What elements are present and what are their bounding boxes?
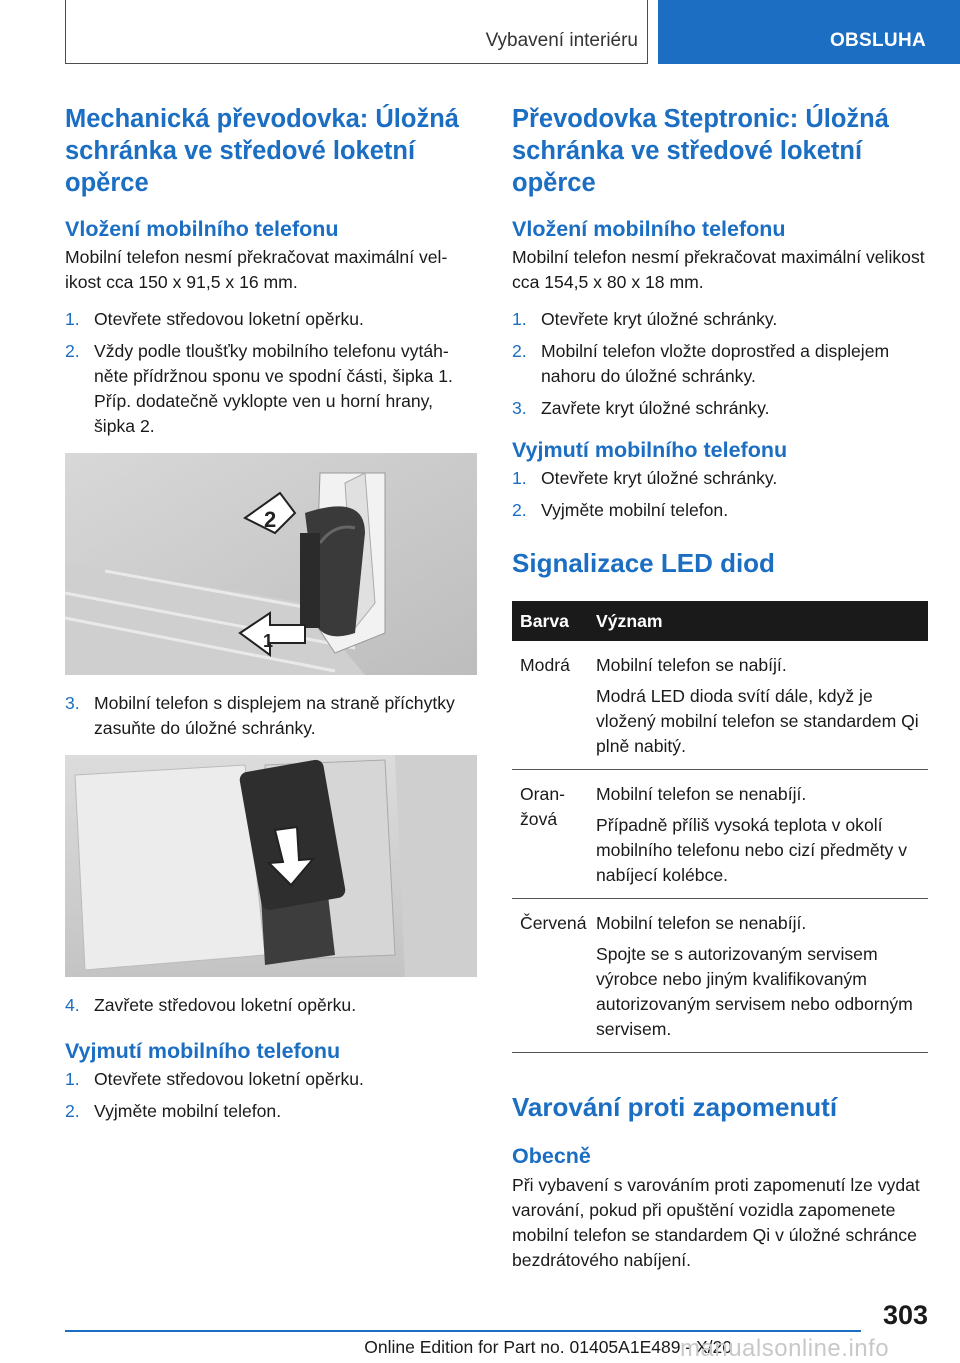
list-item — [512, 339, 928, 389]
left-remove-steps — [65, 1067, 477, 1124]
step-number: 3. — [65, 693, 80, 713]
right-remove-heading: Vyjmutí mobilního telefonu — [512, 438, 788, 462]
step-text: Otevřete středovou loketní opěrku. — [94, 309, 364, 329]
right-title: Převodovka Steptronic: Úložná schránka ve středové loketní opěrce — [512, 105, 889, 197]
step-text: Vždy podle tloušťky mobilního telefonu vytáhněte přídržnou sponu ve spodní části, šipka 1. Příp. dodatečně vyklopte ven u horní hrany, šipka 2. — [94, 341, 453, 436]
chapter-tab — [658, 0, 960, 64]
edition-text: Online Edition for Part no. 01405A1E489 - X/20 — [364, 1337, 732, 1357]
led-meaning-cell — [594, 641, 928, 770]
led-meaning: Mobilní telefon se nabíjí. — [596, 655, 787, 675]
list-item — [65, 339, 477, 439]
list-item — [65, 691, 477, 741]
step-text: Mobilní telefon s displejem na straně příchytky zasuňte do úložné schránky. — [94, 693, 455, 738]
step-number: 1. — [512, 468, 527, 488]
step-number: 1. — [65, 309, 80, 329]
step-number: 2. — [65, 341, 80, 361]
list-item — [512, 307, 928, 332]
led-color: Modrá — [512, 641, 594, 770]
general-text: Při vybavení s varováním proti zapomenutí lze vydat varování, pokud při opuštění vozidla zapomenete mobilní telefon se standardem Qi v úložné schránce bezdrátového nabíjení. — [512, 1175, 920, 1270]
led-detail: Modrá LED dioda svítí dále, když je vložený mobilní telefon se standardem Qi plně nabitý. — [596, 686, 919, 756]
warn-heading: Varování proti zapomenutí — [512, 1092, 838, 1122]
list-item — [65, 1067, 477, 1092]
right-column — [512, 103, 928, 1285]
led-color: Oranžová — [512, 770, 594, 899]
step-text: Otevřete středovou loketní opěrku. — [94, 1069, 364, 1089]
column-header-color: Barva — [512, 601, 594, 641]
step-number: 1. — [65, 1069, 80, 1089]
table-row — [512, 641, 928, 770]
step-number: 1. — [512, 309, 527, 329]
left-steps-a — [65, 307, 477, 439]
table-row — [512, 899, 928, 1053]
right-insert-text: Mobilní telefon nesmí překračovat maximální velikost cca 154,5 x 80 x 18 mm. — [512, 247, 925, 292]
list-item — [512, 498, 928, 523]
step-text: Otevřete kryt úložné schránky. — [541, 468, 778, 488]
left-title: Mechanická převodovka: Úložná schránka ve středové loketní opěrce — [65, 105, 459, 197]
figure-phone-insert — [65, 755, 477, 977]
step-number: 3. — [512, 398, 527, 418]
watermark: manualsonline.info — [680, 1335, 890, 1362]
step-text: Zavřete kryt úložné schránky. — [541, 398, 770, 418]
led-meaning: Mobilní telefon se nenabíjí. — [596, 913, 807, 933]
led-detail: Spojte se s autorizovaným servisem výrobce nebo jiným kvalifikovaným autorizovaným servisem nebo odborným servisem. — [596, 944, 913, 1039]
step-text: Otevřete kryt úložné schránky. — [541, 309, 778, 329]
step-text: Vyjměte mobilní telefon. — [541, 500, 729, 520]
right-insert-steps — [512, 307, 928, 421]
general-heading: Obecně — [512, 1144, 591, 1168]
step-number: 4. — [65, 995, 80, 1015]
arrow-1-label: 1 — [263, 631, 274, 651]
led-color: Červená — [512, 899, 594, 1053]
step-number: 2. — [512, 341, 527, 361]
section-title: Vybavení interiéru — [485, 30, 638, 51]
led-meaning: Mobilní telefon se nenabíjí. — [596, 784, 807, 804]
led-detail: Případně příliš vysoká teplota v okolí mobilního telefonu nebo cizí předměty v nabíjecí kolébce. — [596, 815, 908, 885]
step-text: Vyjměte mobilní telefon. — [94, 1101, 282, 1121]
right-remove-steps — [512, 466, 928, 523]
step-number: 2. — [65, 1101, 80, 1121]
table-header-row — [512, 601, 928, 641]
list-item — [65, 993, 477, 1018]
left-insert-text: Mobilní telefon nesmí překračovat maximální velikost cca 150 x 91,5 x 16 mm. — [65, 247, 448, 292]
arrow-2-label: 2 — [264, 507, 277, 532]
footer-divider — [65, 1330, 861, 1332]
column-header-meaning: Význam — [594, 601, 928, 641]
led-meaning-cell — [594, 770, 928, 899]
left-column — [65, 103, 477, 1138]
list-item — [65, 307, 477, 332]
page-number: 303 — [882, 1300, 928, 1330]
chapter-tab-label: OBSLUHA — [829, 30, 926, 51]
step-text: Mobilní telefon vložte doprostřed a displejem nahoru do úložné schránky. — [541, 341, 890, 386]
list-item — [65, 1099, 477, 1124]
left-steps-b — [65, 691, 477, 741]
led-meaning-cell — [594, 899, 928, 1053]
left-steps-c — [65, 993, 477, 1018]
led-heading: Signalizace LED diod — [512, 548, 775, 578]
table-row — [512, 770, 928, 899]
left-insert-heading: Vložení mobilního telefonu — [65, 217, 339, 241]
step-number: 2. — [512, 500, 527, 520]
right-insert-heading: Vložení mobilního telefonu — [512, 217, 786, 241]
list-item — [512, 466, 928, 491]
led-table — [512, 601, 928, 1053]
step-text: Zavřete středovou loketní opěrku. — [94, 995, 357, 1015]
figure-armrest-clip — [65, 453, 477, 675]
list-item — [512, 396, 928, 421]
left-remove-heading: Vyjmutí mobilního telefonu — [65, 1039, 341, 1063]
